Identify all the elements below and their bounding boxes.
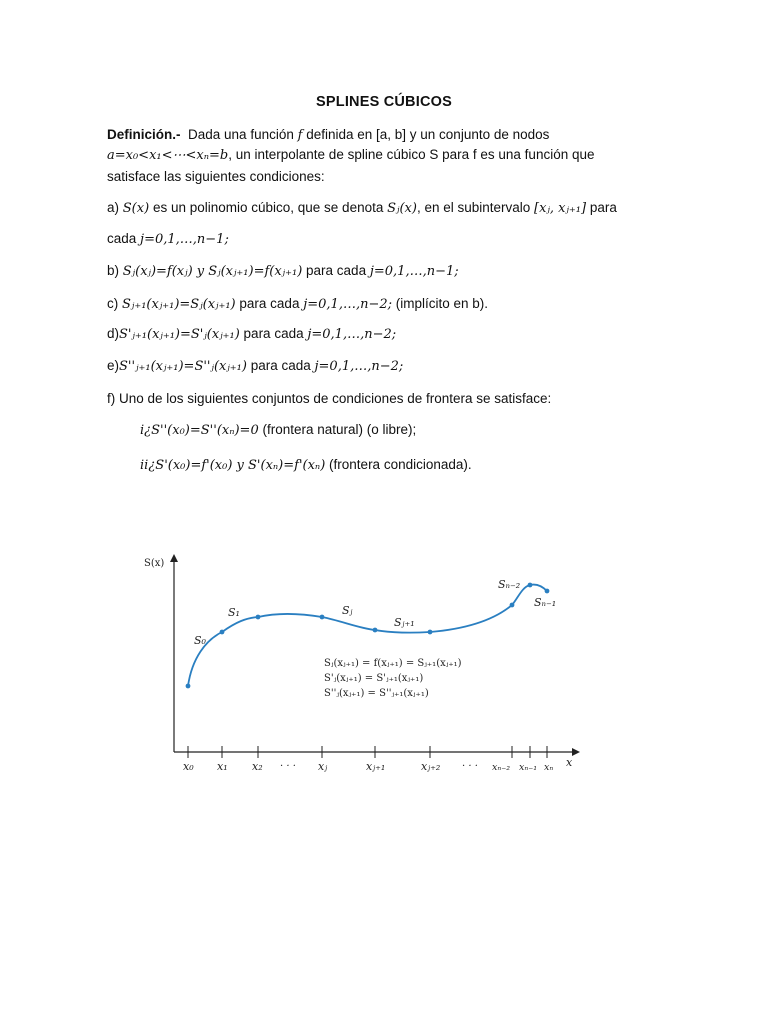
page-title: SPLINES CÚBICOS bbox=[316, 94, 452, 110]
spline-figure bbox=[118, 540, 596, 776]
figure-equation-3: S''ⱼ(xⱼ₊₁) = S''ⱼ₊₁(xⱼ₊₁) bbox=[324, 688, 429, 699]
condition-a-label: a) bbox=[107, 200, 120, 215]
condition-d-label: d) bbox=[107, 326, 120, 341]
tick-label-dots-1: · · · bbox=[280, 761, 296, 772]
condition-c bbox=[107, 296, 488, 312]
condition-f-text: Uno de los siguientes conjuntos de condiciones de frontera se satisface: bbox=[119, 391, 552, 406]
segment-label-sj: Sⱼ bbox=[342, 604, 353, 617]
condition-a bbox=[107, 200, 617, 216]
condition-a-math-4: j=0,1,…,n−1; bbox=[140, 232, 229, 247]
condition-a-text-2: , en el subintervalo bbox=[416, 200, 531, 215]
definition-label: Definición.- bbox=[107, 127, 181, 142]
tick-label-xj2: xⱼ₊₂ bbox=[421, 760, 441, 773]
knot-x2 bbox=[256, 615, 261, 620]
figure-equation-1: Sⱼ(xⱼ₊₁) = f(xⱼ₊₁) = Sⱼ₊₁(xⱼ₊₁) bbox=[324, 658, 462, 669]
knot-xn bbox=[545, 589, 550, 594]
tick-label-x0: x₀ bbox=[183, 760, 194, 773]
figure-equation-2: S'ⱼ(xⱼ₊₁) = S'ⱼ₊₁(xⱼ₊₁) bbox=[324, 673, 424, 684]
condition-e-label: e) bbox=[107, 358, 120, 373]
condition-c-math: Sⱼ₊₁(xⱼ₊₁)=Sⱼ(xⱼ₊₁) bbox=[122, 297, 236, 312]
condition-f-ii-text: (frontera condicionada). bbox=[329, 457, 472, 472]
definition-text-1: Dada una función bbox=[188, 127, 294, 142]
knot-x0 bbox=[186, 684, 191, 689]
knot-x1 bbox=[220, 630, 225, 635]
x-axis-label: x bbox=[566, 756, 573, 769]
definition-text-2: , un interpolante de spline cúbico S para f es una función que bbox=[228, 147, 595, 162]
y-axis-label: S(x) bbox=[144, 558, 165, 569]
tick-label-xn: xₙ bbox=[544, 762, 554, 773]
condition-e bbox=[107, 358, 403, 374]
condition-e-math-2: j=0,1,…,n−2; bbox=[314, 359, 404, 374]
condition-f bbox=[107, 391, 551, 406]
condition-b-label: b) bbox=[107, 263, 120, 278]
definition-line-1 bbox=[107, 127, 549, 143]
condition-d-math: S'ⱼ₊₁(xⱼ₊₁)=S'ⱼ(xⱼ₊₁) bbox=[119, 327, 240, 342]
tick-label-x1: x₁ bbox=[217, 760, 228, 773]
condition-b bbox=[107, 263, 459, 279]
knot-xj bbox=[320, 615, 325, 620]
condition-d-math-2: j=0,1,…,n−2; bbox=[307, 327, 397, 342]
tick-label-xj: xⱼ bbox=[318, 760, 328, 773]
condition-f-i-text: (frontera natural) (o libre); bbox=[262, 422, 417, 437]
spline-curve bbox=[188, 585, 547, 686]
knot-xj1 bbox=[373, 628, 378, 633]
condition-a-math-2: Sⱼ(x) bbox=[387, 201, 417, 216]
knot-xn2 bbox=[510, 603, 515, 608]
condition-f-i-math: i¿S''(x₀)=S''(xₙ)=0 bbox=[140, 423, 259, 438]
knot-xj2 bbox=[428, 630, 433, 635]
condition-c-math-2: j=0,1,…,n−2; bbox=[303, 297, 392, 312]
condition-c-note: (implícito en b). bbox=[395, 296, 489, 311]
x-tick-labels bbox=[183, 760, 553, 773]
condition-c-label: c) bbox=[107, 296, 119, 311]
definition-f: f bbox=[297, 128, 303, 143]
definition-line-2 bbox=[107, 147, 595, 163]
condition-d bbox=[107, 326, 396, 342]
condition-e-math: S''ⱼ₊₁(xⱼ₊₁)=S''ⱼ(xⱼ₊₁) bbox=[119, 359, 247, 374]
condition-b-text: para cada bbox=[306, 263, 367, 278]
segment-label-sj1: Sⱼ₊₁ bbox=[394, 616, 415, 629]
spline-figure-svg bbox=[118, 540, 596, 776]
condition-a-math-3: [xⱼ, xⱼ₊₁] bbox=[534, 201, 587, 216]
tick-label-xn2: xₙ₋₂ bbox=[492, 762, 511, 773]
condition-b-math-2: j=0,1,…,n−1; bbox=[369, 264, 459, 279]
segment-label-s0: S₀ bbox=[194, 634, 206, 647]
y-axis-arrow bbox=[170, 554, 178, 562]
tick-label-dots-2: · · · bbox=[462, 761, 478, 772]
condition-a-text-1: es un polinomio cúbico, que se denota bbox=[152, 200, 384, 215]
condition-a-math-1: S(x) bbox=[122, 201, 150, 216]
knot-xn1 bbox=[528, 583, 533, 588]
condition-a-cont bbox=[107, 231, 229, 247]
condition-f-i bbox=[140, 422, 416, 438]
condition-c-text: para cada bbox=[239, 296, 300, 311]
condition-b-math: Sⱼ(xⱼ)=f(xⱼ) y Sⱼ(xⱼ₊₁)=f(xⱼ₊₁) bbox=[122, 264, 303, 279]
segment-label-sn2: Sₙ₋₂ bbox=[498, 578, 521, 591]
segment-label-s1: S₁ bbox=[228, 606, 240, 619]
tick-label-x2: x₂ bbox=[252, 760, 263, 773]
condition-e-text: para cada bbox=[250, 358, 311, 373]
condition-a-text-4: cada bbox=[107, 231, 137, 246]
definition-text-1b: definida en [a, b] y un conjunto de nodos bbox=[306, 127, 550, 142]
condition-f-ii bbox=[140, 457, 472, 473]
segment-label-sn1: Sₙ₋₁ bbox=[534, 596, 557, 609]
definition-line-3: satisface las siguientes condiciones: bbox=[107, 169, 325, 184]
condition-a-text-3: para bbox=[589, 200, 617, 215]
condition-f-ii-math: ii¿S'(x₀)=f'(x₀) y S'(xₙ)=f'(xₙ) bbox=[140, 458, 326, 473]
nodes-math: a=x₀<x₁<⋯<xₙ=b bbox=[107, 148, 229, 163]
condition-f-label: f) bbox=[107, 391, 116, 406]
tick-label-xn1: xₙ₋₁ bbox=[519, 762, 538, 773]
x-axis-arrow bbox=[572, 748, 580, 756]
condition-d-text: para cada bbox=[243, 326, 304, 341]
tick-label-xj1: xⱼ₊₁ bbox=[366, 760, 386, 773]
